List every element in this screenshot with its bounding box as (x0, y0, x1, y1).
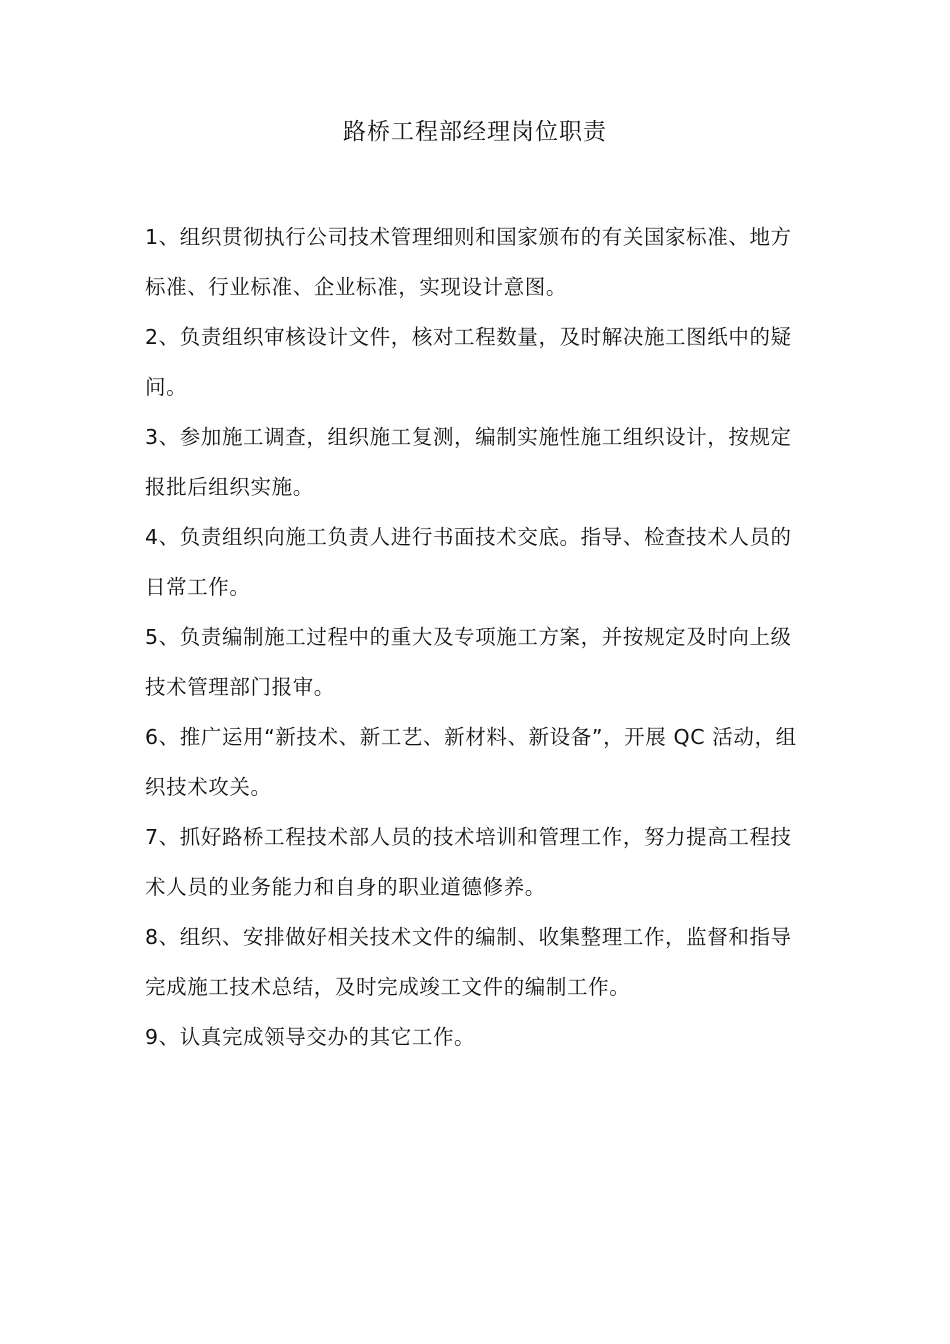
duty-item-6: 6、推广运用“新技术、新工艺、新材料、新设备”，开展 QC 活动，组织技术攻关。 (145, 725, 797, 799)
duty-item-2: 2、负责组织审核设计文件，核对工程数量，及时解决施工图纸中的疑问。 (145, 325, 792, 399)
duty-item-5: 5、负责编制施工过程中的重大及专项施工方案，并按规定及时向上级技术管理部门报审。 (145, 625, 792, 699)
duty-item-1: 1、组织贯彻执行公司技术管理细则和国家颁布的有关国家标准、地方标准、行业标准、企业标准，实现设计意图。 (145, 225, 792, 299)
document-title: 路桥工程部经理岗位职责 (343, 119, 607, 145)
duty-item-8: 8、组织、安排做好相关技术文件的编制、收集整理工作，监督和指导完成施工技术总结，及时完成竣工文件的编制工作。 (145, 925, 792, 999)
duty-item-3: 3、参加施工调查，组织施工复测，编制实施性施工组织设计，按规定报批后组织实施。 (145, 425, 792, 499)
duty-item-9: 9、认真完成领导交办的其它工作。 (145, 1025, 476, 1049)
duty-item-4: 4、负责组织向施工负责人进行书面技术交底。指导、检查技术人员的日常工作。 (145, 525, 792, 599)
duty-list (145, 212, 810, 1062)
duty-item-7: 7、抓好路桥工程技术部人员的技术培训和管理工作，努力提高工程技术人员的业务能力和自身的职业道德修养。 (145, 825, 792, 899)
